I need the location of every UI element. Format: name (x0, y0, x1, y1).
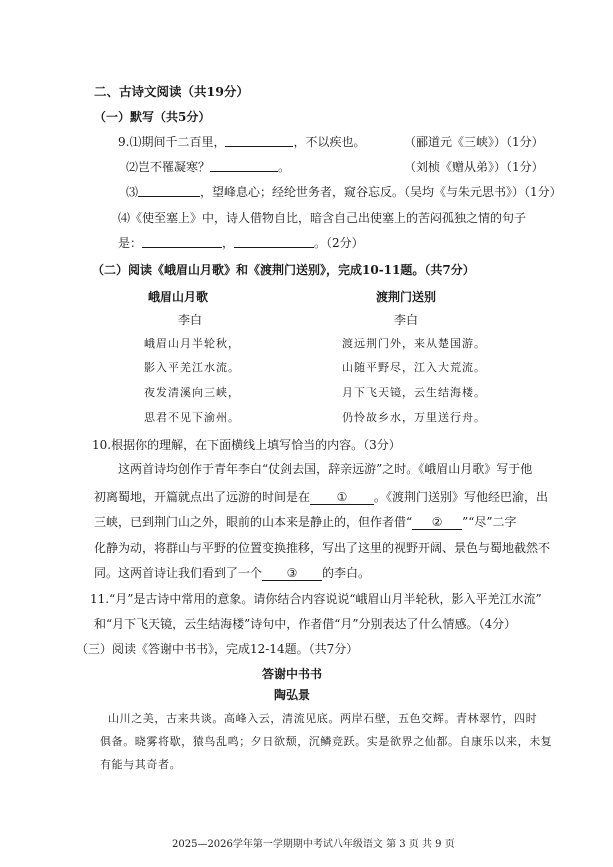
q11-line1: 11.“月”是古诗中常用的意象。请你结合内容说说“峨眉山月半轮秋，影入平羌江水流” (90, 592, 542, 606)
q9-line3: ⑶ ，望峰息心；经纶世务者，窥谷忘反。（吴均《与朱元思书》）（1分） (126, 185, 562, 199)
poem2-title: 渡荆门送别 (376, 290, 437, 304)
q10-stem: 10.根据你的理解，在下面横线上填写恰当的内容。（3分） (92, 438, 401, 452)
poem1-line: 夜发清溪向三峡， (144, 386, 240, 399)
answer-blank[interactable] (234, 236, 314, 248)
q9-line2: ⑵岂不罹凝寒？ 。 (126, 160, 291, 174)
poem2-line: 山随平野尽，江入大荒流。 (342, 361, 486, 374)
q10-passage: 这两首诗均创作于青年李白“仗剑去国，辞亲远游”之时。《峨眉山月歌》写于他 (118, 462, 533, 476)
subsection-title-poems: （二）阅读《峨眉山月歌》和《渡荆门送别》，完成10-11题。（共7分） (92, 263, 475, 277)
section-title: 二、古诗文阅读（共19分） (94, 84, 249, 99)
poem2-line: 渡远荆门外，来从楚国游。 (342, 337, 486, 350)
page-footer: 2025—2026学年第一学期期中考试八年级语文 第 3 页 共 9 页 (172, 839, 455, 850)
poem2-line: 月下飞天镜，云生结海楼。 (342, 386, 486, 399)
answer-blank-3[interactable]: ③ (262, 566, 322, 581)
poem1-line: 影入平羌江水流。 (144, 361, 240, 374)
essay-author: 陶弘景 (274, 688, 311, 702)
q9-line4: ⑷《使至塞上》中，诗人借物自比，暗含自己出使塞上的苦闷孤独之情的句子 (118, 211, 527, 225)
poem1-line: 峨眉山月半轮秋， (144, 337, 240, 350)
q10-passage-line4: 化静为动，将群山与平野的位置变换推移，写出了这里的视野开阔、景色与蜀地截然不 (94, 541, 551, 555)
poem1-line: 思君不见下渝州。 (144, 411, 240, 424)
answer-blank[interactable] (225, 135, 293, 147)
q9-line1: 9.⑴期间千二百里， ，不以疾也。 (118, 135, 366, 149)
poem1-title: 峨眉山月歌 (148, 290, 209, 304)
answer-blank-1[interactable]: ① (310, 490, 374, 505)
q10-passage-line3: 三峡，已到荆门山之外，眼前的山本来是静止的，但作者借“ ② ”“尽”二字 (94, 515, 517, 529)
answer-blank[interactable] (210, 160, 278, 172)
subsection-title-essay: （三）阅读《答谢中书书》，完成12-14题。（共7分） (76, 642, 359, 656)
essay-body: 山川之美，古来共谈。高峰入云，清流见底。两岸石壁，五色交辉。青林翠竹，四时 俱备。晓雾将歇，猿鸟乱鸣；夕日欲颓，沉鳞竞跃。实是欲界之仙都。自康乐以来，未复 有能与其奇者。 (100, 712, 553, 771)
essay-title: 答谢中书书 (262, 667, 323, 681)
q10-passage-line2: 初离蜀地，开篇就点出了远游的时间是在 ① 。《渡荆门送别》写他经巴渝，出 (94, 490, 549, 504)
q9-line5: 是： ， 。（2分） (118, 236, 364, 250)
answer-blank[interactable] (142, 236, 222, 248)
q9-line1-source: （郦道元《三峡》）（1分） (404, 135, 544, 149)
poem2-author: 李白 (394, 313, 419, 327)
q10-passage-line5: 同。这两首诗让我们看到了一个 ③ 的李白。 (94, 566, 371, 580)
answer-blank[interactable] (138, 185, 200, 197)
subsection-title-dictation: （一）默写（共5分） (94, 110, 211, 124)
poem1-author: 李白 (178, 313, 203, 327)
q11-line2: 和“月下飞天镜，云生结海楼”诗句中，作者借“月”分别表达了什么情感。（4分） (94, 617, 517, 631)
answer-blank-2[interactable]: ② (412, 515, 462, 530)
poem2-line: 仍怜故乡水，万里送行舟。 (342, 411, 486, 424)
q9-line2-source: （刘桢《赠从弟》）（1分） (404, 160, 544, 174)
